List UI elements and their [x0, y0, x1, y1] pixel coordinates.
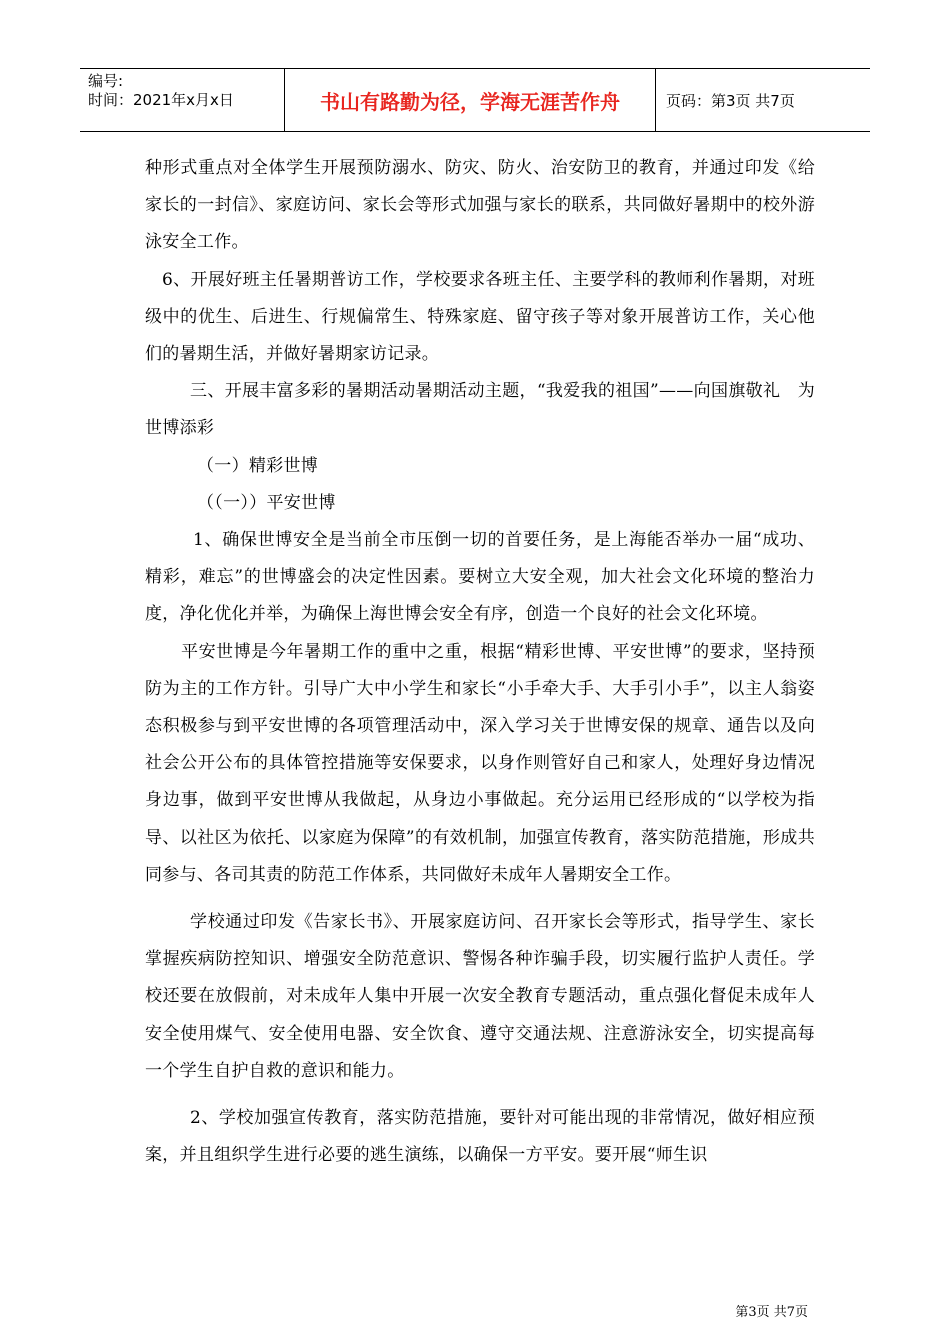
page-header: [80, 68, 870, 132]
document-date: 时间：2021年x月x日: [88, 91, 234, 109]
header-page-info: 页码：第3页 共7页: [666, 91, 795, 110]
subsection-heading: （（一））平安世博: [197, 492, 336, 513]
document-number-label: 编号:: [88, 72, 124, 90]
paragraph: 1、确保世博安全是当前全市压倒一切的首要任务，是上海能否举办一届“成功、精彩，难忘”的世博盛会的决定性因素。要树立大安全观，加大社会文化环境的整治力度，净化优化并举，为确保上海世博会安全有序，创造一个良好的社会文化环境。: [145, 530, 815, 625]
paragraph: 6、开展好班主任暑期普访工作，学校要求各班主任、主要学科的教师利作暑期，对班级中的优生、后进生、行规偏常生、特殊家庭、留守孩子等对象开展普访工作，关心他们的暑期生活，并做好暑期家访记录。: [145, 269, 815, 365]
document-body: [145, 150, 815, 1174]
paragraph: 种形式重点对全体学生开展预防溺水、防灾、防火、治安防卫的教育，并通过印发《给家长的一封信》、家庭访问、家长会等形式加强与家长的联系，共同做好暑期中的校外游泳安全工作。: [145, 158, 815, 253]
page-footer: 第3页 共7页: [735, 1305, 808, 1320]
paragraph: 学校通过印发《告家长书》、开展家庭访问、召开家长会等形式，指导学生、家长掌握疾病防控知识、增强安全防范意识、警惕各种诈骗手段，切实履行监护人责任。学校还要在放假前，对未成年人集中开展一次安全教育专题活动，重点强化督促未成年人安全使用煤气、安全使用电器、安全饮食、遵守交通法规、注意游泳安全，切实提高每一个学生自护自救的意识和能力。: [145, 912, 815, 1081]
header-meta: [80, 69, 284, 131]
section-heading: 三、开展丰富多彩的暑期活动暑期活动主题，“我爱我的祖国”——向国旗敬礼 为世博添彩: [145, 381, 815, 439]
header-motto: 书山有路勤为径，学海无涯苦作舟: [284, 69, 656, 131]
subsection-heading: （一）精彩世博: [197, 455, 319, 476]
paragraph: 2、学校加强宣传教育，落实防范措施，要针对可能出现的非常情况，做好相应预案，并且组织学生进行必要的逃生演练，以确保一方平安。要开展“师生识: [145, 1108, 815, 1166]
paragraph: 平安世博是今年暑期工作的重中之重，根据“精彩世博、平安世博”的要求，坚持预防为主的工作方针。引导广大中小学生和家长“小手牵大手、大手引小手”，以主人翁姿态积极参与到平安世博的各项管理活动中，深入学习关于世博安保的规章、通告以及向社会公开公布的具体管控措施等安保要求，以身作则管好自己和家人，处理好身边情况身边事，做到平安世博从我做起，从身边小事做起。充分运用已经形成的“以学校为指导、以社区为依托、以家庭为保障”的有效机制，加强宣传教育，落实防范措施，形成共同参与、各司其责的防范工作体系，共同做好未成年人暑期安全工作。: [145, 641, 815, 885]
